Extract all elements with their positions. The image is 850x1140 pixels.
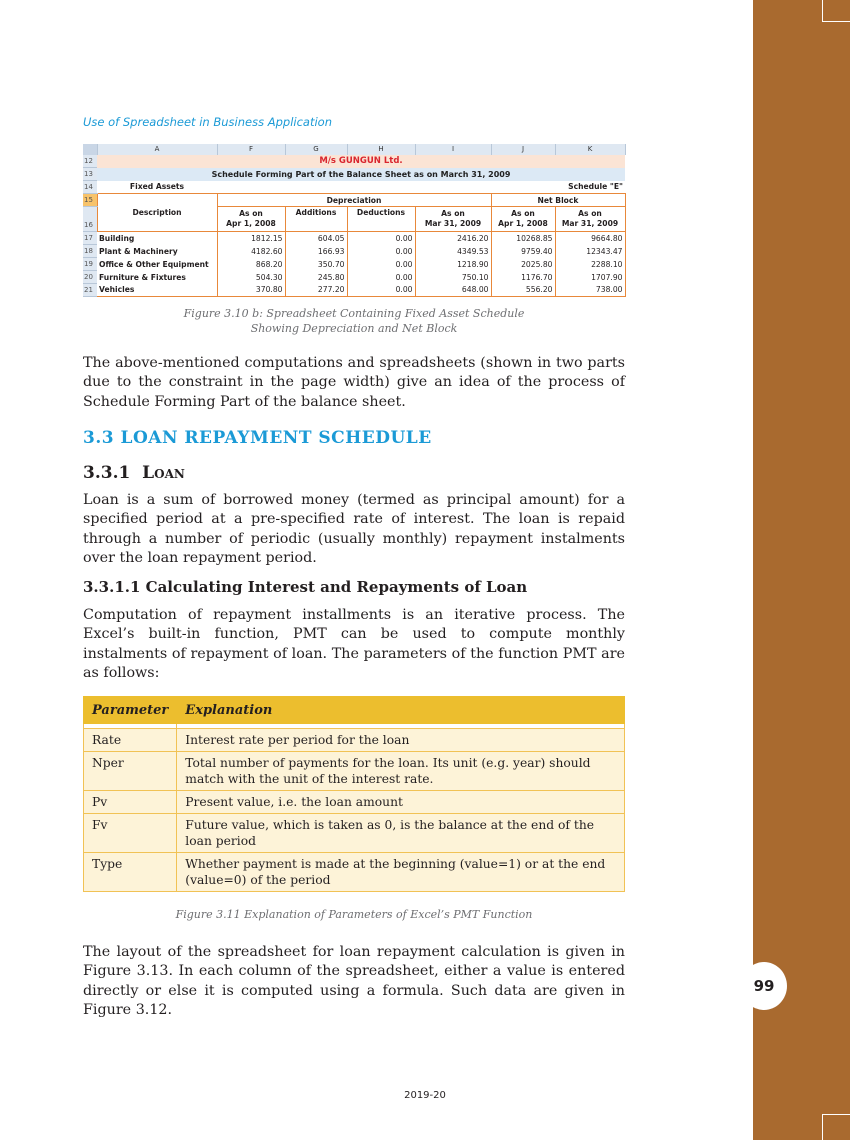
cell-g: 604.05 <box>285 232 347 245</box>
table-row <box>84 752 625 791</box>
cell-f: 4182.60 <box>217 245 285 258</box>
sheet-row <box>83 168 625 181</box>
cell-h: 0.00 <box>347 258 415 271</box>
param-name: Type <box>84 853 177 892</box>
header-i-line1: As on <box>441 209 465 218</box>
cell-j: 556.20 <box>491 284 555 297</box>
param-explanation: Interest rate per period for the loan <box>177 729 625 752</box>
header-g: Additions <box>285 207 347 232</box>
asset-description: Furniture & Fixtures <box>97 271 217 284</box>
schedule-label: Schedule "E" <box>568 182 623 192</box>
row-number: 19 <box>83 258 97 271</box>
header-parameter: Parameter <box>84 697 177 724</box>
header-k-line1: As on <box>578 209 602 218</box>
row-number: 17 <box>83 232 97 245</box>
cell-k: 9664.80 <box>555 232 625 245</box>
schedule-subtitle-text: Schedule Forming Part of the Balance Sheet as on March 31, 2009 <box>211 169 511 179</box>
param-explanation: Future value, which is taken as 0, is the balance at the end of the loan period <box>177 814 625 853</box>
sheet-row <box>83 194 625 207</box>
header-j <box>491 207 555 232</box>
header-i <box>415 207 491 232</box>
cell-k: 2288.10 <box>555 258 625 271</box>
cell-j: 10268.85 <box>491 232 555 245</box>
cell-h: 0.00 <box>347 284 415 297</box>
table-row <box>83 245 625 258</box>
param-explanation: Whether payment is made at the beginning (value=1) or at the end (value=0) of the period <box>177 853 625 892</box>
section-heading: 3.3 LOAN REPAYMENT SCHEDULE <box>83 428 432 448</box>
cell-j: 2025.80 <box>491 258 555 271</box>
cell-i: 4349.53 <box>415 245 491 258</box>
paragraph-intro: The above-mentioned computations and spreadsheets (shown in two parts due to the constraint in the page width) give an idea of the process of Schedule Forming Part of the balance sheet. <box>83 355 625 410</box>
page-number: 99 <box>753 977 775 995</box>
net-block-header: Net Block <box>491 194 625 207</box>
table-header-row <box>84 697 625 724</box>
fixed-assets-label: Fixed Assets <box>129 182 185 192</box>
header-explanation: Explanation <box>177 697 625 724</box>
table-row <box>83 232 625 245</box>
row-number: 14 <box>83 181 97 194</box>
header-k-line2: Mar 31, 2009 <box>561 219 619 228</box>
cell-i: 1218.90 <box>415 258 491 271</box>
cell-j: 9759.40 <box>491 245 555 258</box>
row-number: 15 <box>83 194 97 207</box>
subsection-number: 3.3.1 <box>83 463 131 483</box>
cell-i: 2416.20 <box>415 232 491 245</box>
param-name: Pv <box>84 791 177 814</box>
table-row <box>84 814 625 853</box>
cell-k: 738.00 <box>555 284 625 297</box>
cell-h: 0.00 <box>347 271 415 284</box>
table-row <box>83 284 625 297</box>
subsubsection-heading: 3.3.1.1 Calculating Interest and Repayments of Loan <box>83 578 528 596</box>
header-f-line2: Apr 1, 2008 <box>226 219 276 228</box>
depreciation-header: Depreciation <box>217 194 491 207</box>
header-f <box>217 207 285 232</box>
caption-line-1: Figure 3.10 b: Spreadsheet Containing Fixed Asset Schedule <box>183 307 525 320</box>
cell-k: 1707.90 <box>555 271 625 284</box>
column-letter: I <box>415 144 491 155</box>
company-name-text: M/s GUNGUN Ltd. <box>319 156 403 167</box>
caption-line-2: Showing Depreciation and Net Block <box>250 322 458 335</box>
paragraph-pmt: Computation of repayment installments is an iterative process. The Excel’s built-in function, PMT can be used to compute monthly instalments of repayment of loan. The parameters of the function PMT are as follows: <box>83 607 625 681</box>
asset-description: Vehicles <box>97 284 217 297</box>
column-letter: G <box>285 144 347 155</box>
cell-g: 350.70 <box>285 258 347 271</box>
table-row <box>84 791 625 814</box>
figure-caption-3-10b <box>83 306 625 336</box>
paragraph-loan-definition: Loan is a sum of borrowed money (termed as principal amount) for a specified period at a pre-specified rate of interest. The loan is repaid through a number of periodic (usually monthly) repayment instalments over the loan repayment period. <box>83 492 625 566</box>
column-letter: J <box>491 144 555 155</box>
asset-description: Building <box>97 232 217 245</box>
header-j-line1: As on <box>511 209 535 218</box>
table-row <box>83 258 625 271</box>
paragraph-layout: The layout of the spreadsheet for loan repayment calculation is given in Figure 3.13. In each column of the spreadsheet, either a value is entered directly or else it is computed using a formula. Such data are given in Figure 3.12. <box>83 944 625 1018</box>
sheet-row <box>83 181 625 194</box>
column-letter: F <box>217 144 285 155</box>
company-name <box>97 155 625 168</box>
row-number: 20 <box>83 271 97 284</box>
schedule-subtitle <box>97 168 625 181</box>
cell-j: 1176.70 <box>491 271 555 284</box>
asset-description: Plant & Machinery <box>97 245 217 258</box>
table-row <box>84 853 625 892</box>
cell-g: 166.93 <box>285 245 347 258</box>
table-row <box>83 271 625 284</box>
cell-f: 370.80 <box>217 284 285 297</box>
page-number-badge <box>741 962 787 1010</box>
row-number: 13 <box>83 168 97 181</box>
cell-h: 0.00 <box>347 232 415 245</box>
crop-mark-bottom <box>822 1114 850 1140</box>
param-name: Fv <box>84 814 177 853</box>
sheet-row <box>83 155 625 168</box>
asset-description: Office & Other Equipment <box>97 258 217 271</box>
subsection-title: Loan <box>142 463 185 483</box>
header-i-line2: Mar 31, 2009 <box>424 219 482 228</box>
cell-k: 12343.47 <box>555 245 625 258</box>
header-j-line2: Apr 1, 2008 <box>498 219 548 228</box>
column-letter: A <box>97 144 217 155</box>
row-number: 18 <box>83 245 97 258</box>
cell-f: 1812.15 <box>217 232 285 245</box>
cell-h: 0.00 <box>347 245 415 258</box>
row-number: 16 <box>83 207 97 232</box>
cell-f: 868.20 <box>217 258 285 271</box>
cell-f: 504.30 <box>217 271 285 284</box>
cell-g: 245.80 <box>285 271 347 284</box>
header-h: Deductions <box>347 207 415 232</box>
crop-mark-top <box>822 0 850 22</box>
footer-year: 2019-20 <box>404 1090 446 1101</box>
header-k <box>555 207 625 232</box>
running-head: Use of Spreadsheet in Business Application <box>83 115 332 129</box>
table-row <box>84 729 625 752</box>
column-letter: K <box>555 144 625 155</box>
row-number: 12 <box>83 155 97 168</box>
column-letter: H <box>347 144 415 155</box>
column-header-row <box>83 144 625 155</box>
description-header: Description <box>97 194 217 232</box>
cell-i: 750.10 <box>415 271 491 284</box>
row-number: 21 <box>83 284 97 297</box>
param-explanation: Present value, i.e. the loan amount <box>177 791 625 814</box>
cell-g: 277.20 <box>285 284 347 297</box>
figure-caption-3-11: Figure 3.11 Explanation of Parameters of Excel’s PMT Function <box>175 908 533 921</box>
param-explanation: Total number of payments for the loan. Its unit (e.g. year) should match with the unit of the interest rate. <box>177 752 625 791</box>
corner-cell <box>83 144 97 155</box>
spreadsheet-figure <box>83 144 625 297</box>
param-name: Nper <box>84 752 177 791</box>
param-name: Rate <box>84 729 177 752</box>
subsection-heading <box>83 463 185 483</box>
pmt-parameter-table <box>83 696 625 892</box>
cell-i: 648.00 <box>415 284 491 297</box>
header-f-line1: As on <box>239 209 263 218</box>
